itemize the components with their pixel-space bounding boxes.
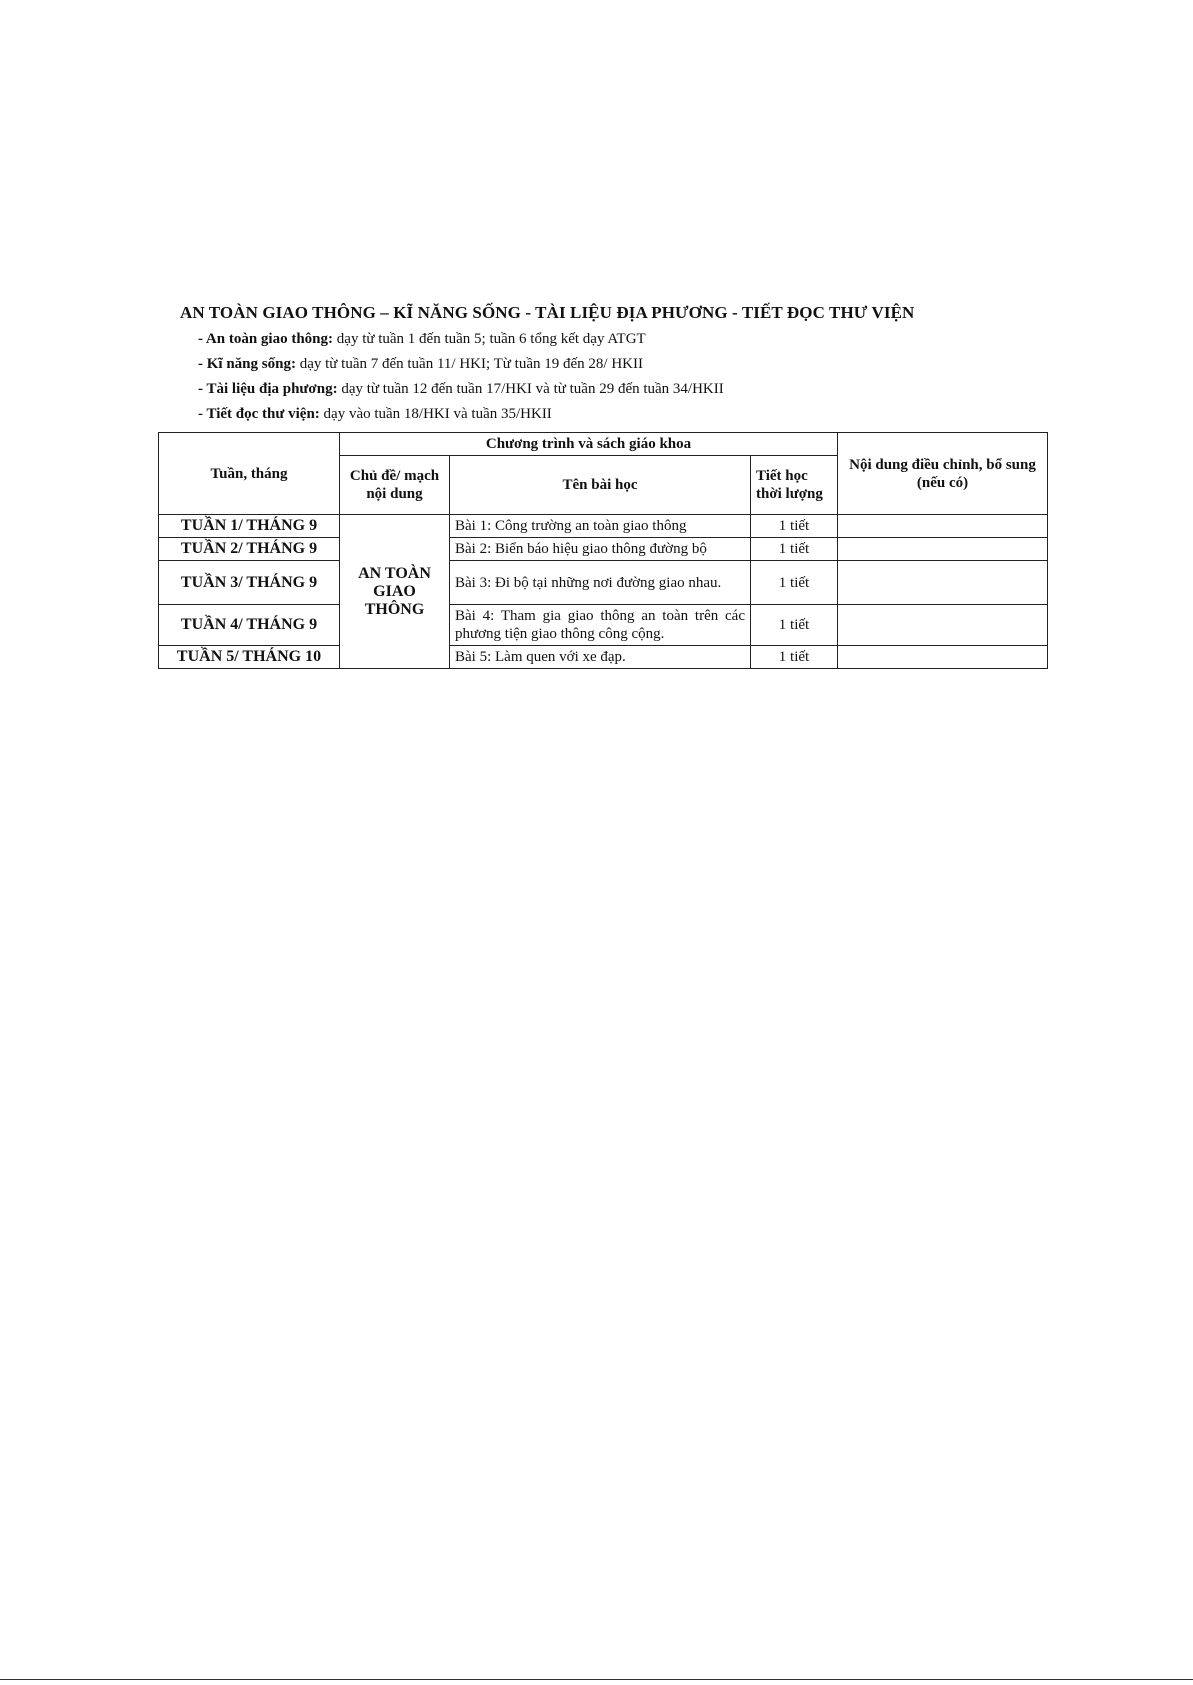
header-topic: Chủ đề/ mạch nội dung (340, 456, 450, 515)
page-bottom-rule (0, 1679, 1193, 1680)
header-lesson: Tên bài học (450, 456, 751, 515)
lesson-cell: Bài 4: Tham gia giao thông an toàn trên các phương tiện giao thông công cộng. (450, 605, 751, 646)
bullet-text: dạy từ tuần 12 đến tuần 17/HKI và từ tuần 29 đến tuần 34/HKII (337, 381, 724, 397)
adjust-cell (838, 605, 1048, 646)
table-header-row (159, 433, 1048, 456)
bullet-label: - An toàn giao thông: (198, 331, 334, 347)
bullet-library (198, 406, 1098, 423)
week-cell: TUẦN 4/ THÁNG 9 (159, 605, 340, 646)
table-row (159, 605, 1048, 646)
document-heading: AN TOÀN GIAO THÔNG – KĨ NĂNG SỐNG - TÀI LIỆU ĐỊA PHƯƠNG - TIẾT ĐỌC THƯ VIỆN (180, 303, 915, 322)
bullet-life-skills (198, 356, 1098, 373)
bullet-label: - Kĩ năng sống: (198, 356, 296, 372)
week-cell: TUẦN 2/ THÁNG 9 (159, 538, 340, 561)
header-periods: Tiết học thời lượng (751, 456, 838, 515)
periods-cell: 1 tiết (751, 515, 838, 538)
lesson-cell: Bài 3: Đi bộ tại những nơi đường giao nhau. (450, 561, 751, 605)
lesson-cell: Bài 5: Làm quen với xe đạp. (450, 646, 751, 669)
bullet-label: - Tiết đọc thư viện: (198, 406, 320, 422)
periods-cell: 1 tiết (751, 646, 838, 669)
bullet-text: dạy vào tuần 18/HKI và tuần 35/HKII (319, 406, 552, 422)
topic-cell: AN TOÀN GIAO THÔNG (340, 515, 450, 669)
bullet-atgt (198, 331, 1098, 348)
bullet-label: - Tài liệu địa phương: (198, 381, 338, 397)
bullet-text: dạy từ tuần 1 đến tuần 5; tuần 6 tổng kết dạy ATGT (333, 331, 646, 347)
adjust-cell (838, 538, 1048, 561)
table-row (159, 561, 1048, 605)
lesson-cell: Bài 2: Biển báo hiệu giao thông đường bộ (450, 538, 751, 561)
bullet-text: dạy từ tuần 7 đến tuần 11/ HKI; Từ tuần 19 đến 28/ HKII (295, 356, 643, 372)
week-cell: TUẦN 1/ THÁNG 9 (159, 515, 340, 538)
periods-cell: 1 tiết (751, 605, 838, 646)
bullet-local-materials (198, 381, 1098, 398)
table-row (159, 538, 1048, 561)
adjust-cell (838, 646, 1048, 669)
week-cell: TUẦN 5/ THÁNG 10 (159, 646, 340, 669)
adjust-cell (838, 561, 1048, 605)
table-row (159, 515, 1048, 538)
periods-cell: 1 tiết (751, 538, 838, 561)
header-week: Tuần, tháng (159, 433, 340, 515)
lesson-plan-table (158, 432, 1048, 669)
adjust-cell (838, 515, 1048, 538)
periods-cell: 1 tiết (751, 561, 838, 605)
lesson-cell: Bài 1: Công trường an toàn giao thông (450, 515, 751, 538)
table-row (159, 646, 1048, 669)
header-adjust: Nội dung điều chỉnh, bổ sung (nếu có) (838, 433, 1048, 515)
header-program: Chương trình và sách giáo khoa (340, 433, 838, 456)
week-cell: TUẦN 3/ THÁNG 9 (159, 561, 340, 605)
